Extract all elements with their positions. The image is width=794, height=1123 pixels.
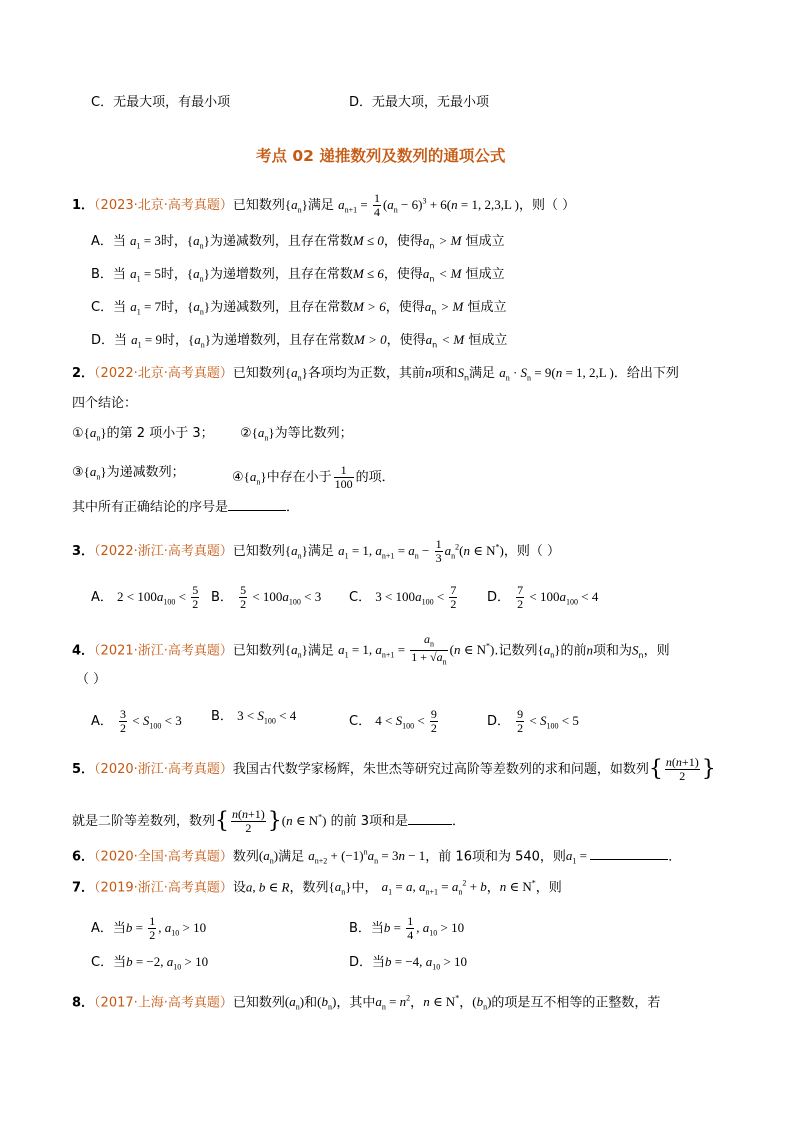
answer-blank[interactable] (590, 859, 668, 860)
question-8: 8．（2017·上海·高考真题）已知数列$(a_n)$和$(b_n)$，其中$a_n = n^2$，n ∈ N*，$(b_n)$的项是互不相等的正整数，若 (72, 994, 661, 1012)
question-5: 5．（2020·浙江·高考真题）我国古代数学家杨辉，朱世杰等研究过高阶等差数列的求和问题，如数列{ $\frac{n(n+1)}{2}$ } (72, 755, 716, 783)
q5-line2: 就是二阶等差数列，数列{ $\frac{n(n+1)}{2}$ }(n ∈ N*) 的前 3项和是 ． (72, 807, 466, 835)
q2-ask: 其中所有正确结论的序号是 ． (72, 500, 300, 515)
answer-blank[interactable] (408, 824, 452, 825)
question-2: 2．（2022·北京·高考真题）已知数列$\{a_n\}$各项均为正数，其前n项和$S_n$满足 $a_n \cdot S_n = 9(n = 1$, 2,L )．给出下列 (72, 365, 679, 383)
q4-option-b: B． $3 < S_{100} < 4$ (211, 708, 297, 726)
q2-conclusion-2: $②\{a_n\}$为等比数列； (240, 425, 353, 443)
question-number: 1． (72, 198, 95, 213)
answer-blank[interactable] (228, 510, 286, 511)
q3-option-a: A． $2 < 100a_{100}$ < $\frac{5}{2}$ (91, 583, 199, 611)
section-title: 考点 02 递推数列及数列的通项公式 (256, 147, 506, 165)
q7-option-c: C．当b = −2, $a_{10} > 10$ (91, 954, 209, 972)
q7-option-a: A．当b = $\frac{1}{2}$ , $a_{10} > 10$ (91, 914, 207, 942)
q1-option-a: A．当 $a_1 = 3$时，$\{a_n\}$为递减数列，且存在常数M ≤ 0，使得$a_n > M$ 恒成立 (91, 233, 505, 251)
q3-option-d: D． $\frac{7}{2}$ < $100a_{100} < 4$ (487, 583, 599, 611)
q2-conclusion-1: $①\{a_n\}$的第 2 项小于 3； (72, 425, 214, 443)
q1-option-c: C．当 $a_1 = 7$时，$\{a_n\}$为递减数列，且存在常数M > 6，使得$a_n > M$ 恒成立 (91, 299, 507, 317)
q1-option-d: D．当 $a_1 = 9$时，$\{a_n\}$为递增数列，且存在常数M > 0，使得$a_n < M$ 恒成立 (91, 332, 508, 350)
question-4: 4．（2021·浙江·高考真题）已知数列$\{a_n\}$满足 $a_1 = 1$, $a_{n+1}$ = $\frac{a_n}{1 + √a_n}$ (n ∈ N*).记数列$\{a_n\}$的前n项和为$S_n$，则 (72, 632, 670, 667)
question-3: 3．（2022·浙江·高考真题）已知数列$\{a_n\}$满足 $a_1 = 1$, $a_{n+1} = a_n$ − $\frac{1}{3}$ $a_n^2(n$ ∈ N*)，则（ ） (72, 537, 560, 565)
q2-conclusion-4: $④\{a_n\}$中存在小于 $\frac{1}{100}$ 的项． (232, 463, 395, 491)
question-6: 6．（2020·全国·高考真题）数列$(a_n)$满足 $a_{n+2} + (-1)^na_n = 3n - 1$，前 16项和为 540，则$a_1$ = ． (72, 848, 682, 866)
question-source: （2023·北京·高考真题） (94, 198, 233, 213)
q7-option-b: B．当b = $\frac{1}{4}$ , $a_{10} > 10$ (349, 914, 465, 942)
q4-option-a: A． $\frac{3}{2}$ < $S_{100} < 3$ (91, 707, 182, 735)
question-1: 1．（2023·北京·高考真题）已知数列$\{a_n\}$满足 $a_{n+1}$ = $\frac{1}{4}$ $(a_n - 6)^3 + 6(n = 1$, 2,3,L )，则（ ） (72, 191, 576, 219)
q2-line2: 四个结论： (72, 396, 138, 411)
question-7: 7．（2019·浙江·高考真题）设a, b ∈ R，数列$\{a_n\}$中， $a_1 = a$, $a_{n+1} = a_n^2 + b$，n ∈ N*，则 (72, 879, 562, 897)
q4-option-c: C． $4 < S_{100}$ < $\frac{9}{2}$ (349, 707, 437, 735)
q2-conclusion-3: $③\{a_n\}$为递减数列； (72, 464, 185, 482)
q3-option-c: C． $3 < 100a_{100}$ < $\frac{7}{2}$ (349, 583, 457, 611)
q7-option-d: D．当b = −4, $a_{10} > 10$ (349, 954, 468, 972)
q3-option-b: B． $\frac{5}{2}$ < $100a_{100} < 3$ (211, 583, 322, 611)
q4-paren: （ ） (76, 672, 107, 687)
q4-option-d: D． $\frac{9}{2}$ < $S_{100} < 5$ (487, 707, 579, 735)
q1-option-b: B．当 $a_1 = 5$时，$\{a_n\}$为递增数列，且存在常数M ≤ 6，使得$a_n < M$ 恒成立 (91, 266, 505, 284)
option-d: D．无最大项，无最小项 (349, 95, 490, 110)
option-c: C．无最大项，有最小项 (91, 95, 231, 110)
